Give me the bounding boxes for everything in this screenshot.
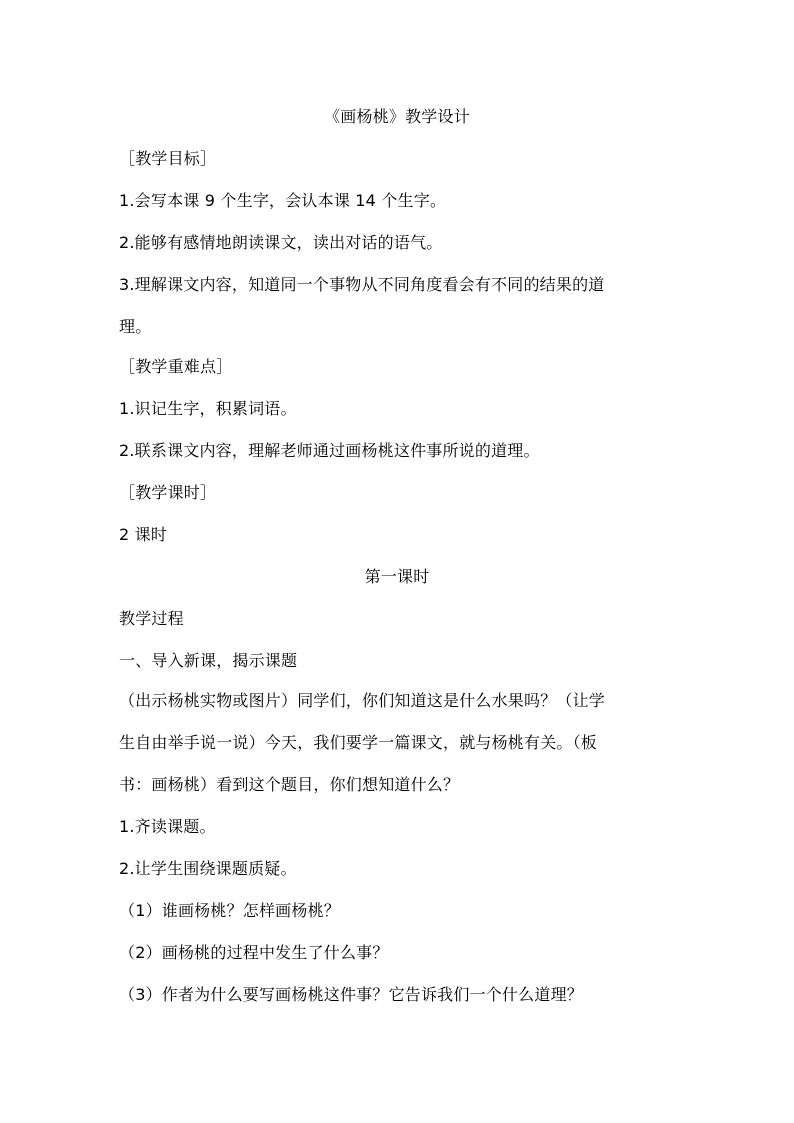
question-item: （2）画杨桃的过程中发生了什么事？ bbox=[119, 943, 389, 962]
hours-value: 2 课时 bbox=[119, 525, 168, 544]
intro-line: 书：画杨桃）看到这个题目，你们想知道什么？ bbox=[119, 775, 460, 794]
goal-item: 3.理解课文内容，知道同一个事物从不同角度看会有不同的结果的道 bbox=[119, 275, 605, 294]
key-point-item: 2.联系课文内容，理解老师通过画杨桃这件事所说的道理。 bbox=[119, 441, 540, 460]
step-one-heading: 一、导入新课，揭示课题 bbox=[119, 651, 298, 670]
question-item: （3）作者为什么要写画杨桃这件事？它告诉我们一个什么道理？ bbox=[119, 985, 583, 1004]
lesson-title: 第一课时 bbox=[364, 567, 430, 586]
hours-heading: ［教学课时］ bbox=[119, 483, 217, 502]
intro-line: 生自由举手说一说）今天，我们要学一篇课文，就与杨桃有关。（板 bbox=[119, 733, 598, 752]
goal-item-continuation: 理。 bbox=[119, 317, 152, 336]
key-point-item: 1.识记生字，积累词语。 bbox=[119, 399, 297, 418]
step-item: 1.齐读课题。 bbox=[119, 817, 216, 836]
key-points-heading: ［教学重难点］ bbox=[119, 357, 233, 376]
goals-heading: ［教学目标］ bbox=[119, 149, 217, 168]
goal-item: 2.能够有感情地朗读课文，读出对话的语气。 bbox=[119, 233, 443, 252]
document-title: 《画杨桃》教学设计 bbox=[324, 107, 470, 126]
process-heading: 教学过程 bbox=[119, 609, 184, 628]
intro-line: （出示杨桃实物或图片）同学们，你们知道这是什么水果吗？（让学 bbox=[119, 691, 606, 710]
step-item: 2.让学生围绕课题质疑。 bbox=[119, 859, 297, 878]
question-item: （1）谁画杨桃？怎样画杨桃？ bbox=[119, 901, 340, 920]
goal-item: 1.会写本课 9 个生字，会认本课 14 个生字。 bbox=[119, 191, 447, 210]
